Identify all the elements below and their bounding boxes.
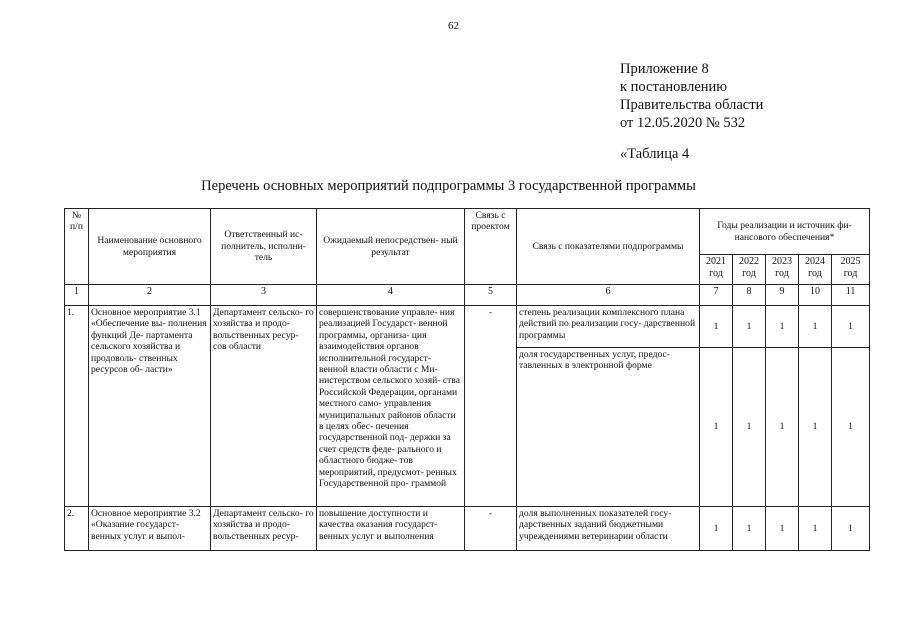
activity-executor: Департамент сельско- го хозяйства и продо- вольственных ресур- [211,507,317,551]
appendix-line: к постановлению [620,79,728,95]
column-number: 9 [766,285,799,306]
indicator-value: 1 [733,306,766,348]
column-number: 3 [211,285,317,306]
expected-result: повышение доступности и качества оказания государст- венных услуг и выполнения [317,507,465,551]
appendix-line: Правительства области [620,97,764,113]
indicator-value: 1 [799,348,832,507]
appendix-line: от 12.05.2020 № 532 [620,115,746,131]
column-number: 5 [465,285,517,306]
year-unit: год [742,268,756,279]
document-title: Перечень основных мероприятий подпрограммы 3 государственной программы [201,178,696,194]
column-number: 1 [65,285,89,306]
indicator-text: доля государственных услуг, предос- тавленных в электронной форме [517,348,700,507]
year-value: 2022 [739,256,759,267]
year-unit: год [709,268,723,279]
table-row [65,306,870,348]
appendix-block [620,60,763,132]
indicator-value: 1 [832,507,870,551]
project-link: - [465,306,517,507]
activity-executor: Департамент сельско- го хозяйства и продо- вольственных ресур- сов области [211,306,317,507]
activities-table [64,208,870,551]
year-value: 2024 [805,256,825,267]
header-years-group: Годы реализации и источник фи- нансового обеспечения* [700,209,870,255]
header-name: Наименование основного мероприятия [89,209,211,285]
activity-name: Основное мероприятие 3.2 «Оказание государст- венных услуг и выпол- [89,507,211,551]
column-number: 6 [517,285,700,306]
year-unit: год [808,268,822,279]
indicator-text: степень реализации комплексного плана действий по реализации госу- дарственной программы [517,306,700,348]
header-project: Связь с проектом [465,209,517,285]
column-number: 8 [733,285,766,306]
indicator-value: 1 [700,306,733,348]
year-unit: год [843,268,858,279]
header-year [832,255,870,285]
appendix-line: Приложение 8 [620,61,709,77]
indicator-value: 1 [832,348,870,507]
header-year [733,255,766,285]
project-link: - [465,507,517,551]
indicator-value: 1 [700,348,733,507]
header-num: № п/п [65,209,89,285]
column-number: 2 [89,285,211,306]
table-row [65,507,870,551]
activity-name: Основное мероприятие 3.1 «Обеспечение вы- полнения функций Де- партамента сельского хозяйства и продоволь- ственных ресурсов об- ласти» [89,306,211,507]
header-indicators: Связь с показателями подпрограммы [517,209,700,285]
header-year [700,255,733,285]
year-value: 2025 [840,256,861,267]
indicator-value: 1 [766,507,799,551]
indicator-text: доля выполненных показателей госу- дарственных заданий бюджетными учреждениями ветеринарии области [517,507,700,551]
row-number: 2. [65,507,89,551]
indicator-value: 1 [766,306,799,348]
year-value: 2023 [772,256,792,267]
year-value: 2021 [706,256,726,267]
year-unit: год [775,268,789,279]
indicator-value: 1 [733,348,766,507]
expected-result: совершенствование управле- ния реализацией Государст- венной программы, организа- ция взаимодействия органов исполнительной государст- венной власти области с Ми- нистерством сельского хозяй- ства Российской Федерации, органами местного само- управления муниципальных районов области в целях обес- печения государственной под- держки за счет средств феде- рального и областного бюдже- тов мероприятий, предусмот- ренных Государственной про- граммой [317,306,465,507]
indicator-value: 1 [832,306,870,348]
header-result: Ожидаемый непосредствен- ный результат [317,209,465,285]
indicator-value: 1 [799,306,832,348]
indicator-value: 1 [733,507,766,551]
header-executor: Ответственный ис- полнитель, исполни- тель [211,209,317,285]
indicator-value: 1 [700,507,733,551]
indicator-value: 1 [766,348,799,507]
page-number: 62 [448,20,459,32]
column-number: 7 [700,285,733,306]
column-numbers-row [65,285,870,306]
table-label: «Таблица 4 [620,146,690,162]
header-year [766,255,799,285]
row-number: 1. [65,306,89,507]
column-number: 11 [832,285,870,306]
header-year [799,255,832,285]
column-number: 4 [317,285,465,306]
indicator-value: 1 [799,507,832,551]
column-number: 10 [799,285,832,306]
